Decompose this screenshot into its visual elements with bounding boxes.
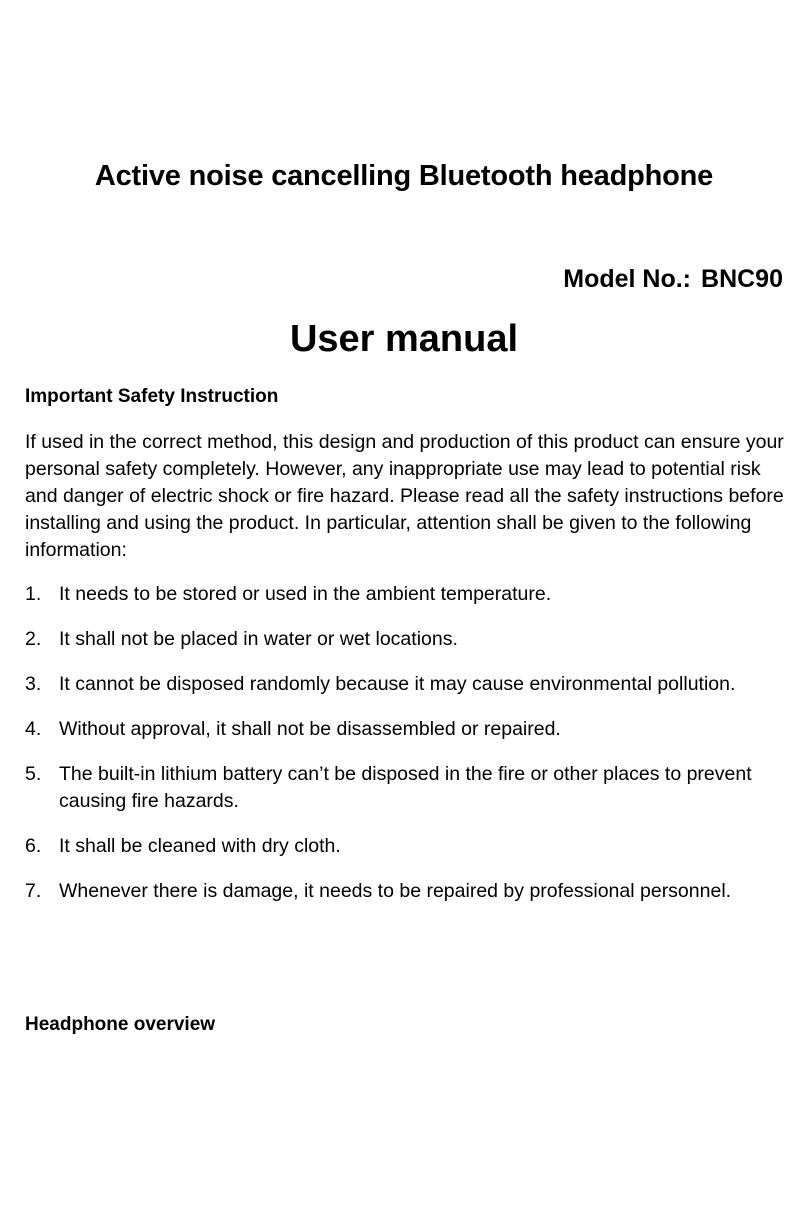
list-item-number: 4. bbox=[25, 718, 42, 740]
list-item-number: 3. bbox=[25, 673, 42, 695]
list-item bbox=[25, 626, 785, 653]
model-number bbox=[563, 265, 783, 294]
list-item-text: It shall be cleaned with dry cloth. bbox=[59, 835, 341, 857]
list-item bbox=[25, 761, 785, 815]
list-item bbox=[25, 581, 785, 608]
document-title: Active noise cancelling Bluetooth headphone bbox=[94, 160, 714, 192]
safety-instruction-list bbox=[25, 581, 785, 923]
list-item-number: 6. bbox=[25, 835, 42, 857]
list-item-number: 7. bbox=[25, 880, 42, 902]
safety-heading: Important Safety Instruction bbox=[25, 386, 279, 407]
list-item-text: The built-in lithium battery can’t be disposed in the fire or other places to prevent causing fire hazards. bbox=[59, 763, 752, 812]
list-item-text: It needs to be stored or used in the ambient temperature. bbox=[59, 583, 552, 605]
list-item bbox=[25, 833, 785, 860]
list-item-text: It shall not be placed in water or wet locations. bbox=[59, 628, 458, 650]
model-value: BNC90 bbox=[701, 265, 783, 293]
model-label: Model No.: bbox=[563, 265, 692, 293]
list-item-text: It cannot be disposed randomly because it may cause environmental pollution. bbox=[59, 673, 736, 695]
manual-title: User manual bbox=[289, 318, 519, 360]
list-item-text: Without approval, it shall not be disassembled or repaired. bbox=[59, 718, 561, 740]
list-item bbox=[25, 716, 785, 743]
list-item-text: Whenever there is damage, it needs to be repaired by professional personnel. bbox=[59, 880, 732, 902]
overview-heading: Headphone overview bbox=[25, 1014, 216, 1035]
list-item bbox=[25, 878, 785, 905]
safety-intro: If used in the correct method, this design and production of this product can ensure your personal safety completely. However, any inappropriate use may lead to potential risk and danger of electric shock or fire hazard. Please read all the safety instructions before installing and using the product. In particular, attention shall be given to the following information: bbox=[25, 431, 784, 561]
list-item-number: 2. bbox=[25, 628, 42, 650]
list-item-number: 5. bbox=[25, 763, 42, 785]
list-item-number: 1. bbox=[25, 583, 42, 605]
list-item bbox=[25, 671, 785, 698]
